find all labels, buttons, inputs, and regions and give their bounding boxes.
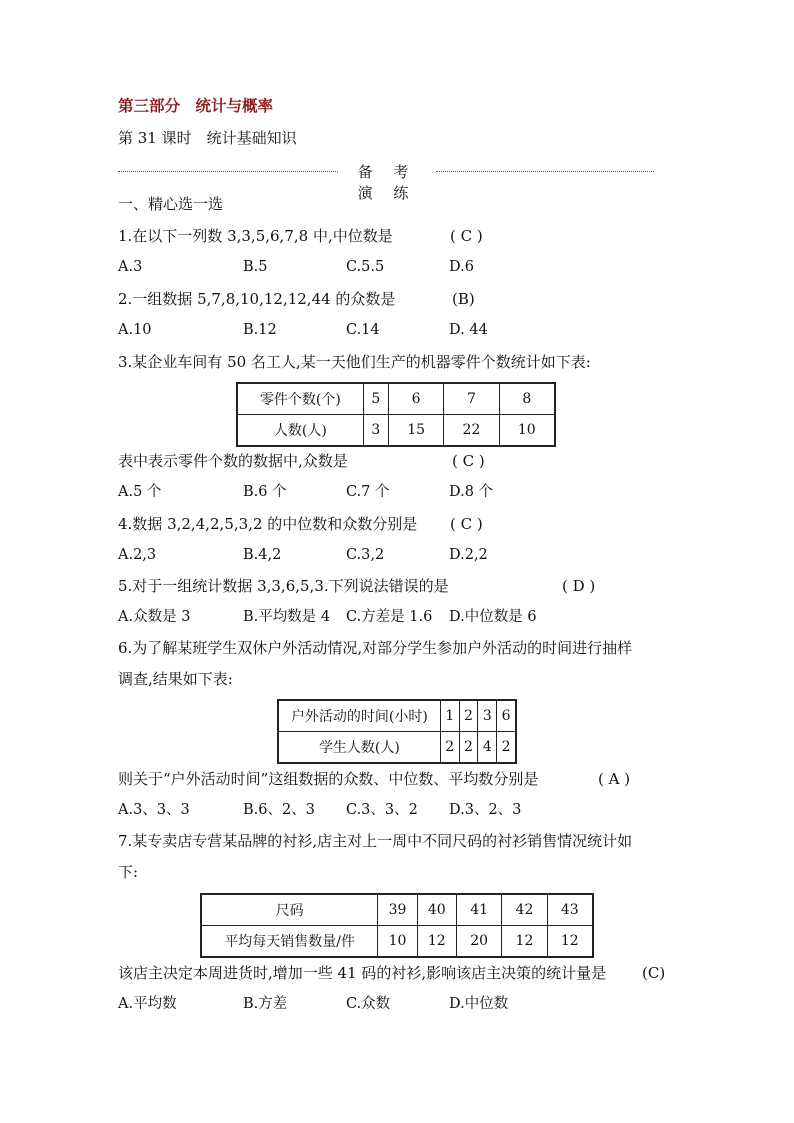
table-cell: 7 xyxy=(444,383,499,415)
question-6-table xyxy=(277,699,517,764)
question-3-option-c: C.7 个 xyxy=(346,484,390,500)
question-4-option-c: C.3,2 xyxy=(346,547,385,563)
table-cell: 40 xyxy=(417,894,456,926)
table-row xyxy=(201,894,593,926)
divider-right-dots xyxy=(436,171,654,172)
question-1-option-c: C.5.5 xyxy=(346,259,385,275)
question-5-option-a: A.众数是 3 xyxy=(118,609,191,625)
question-6-answer: ( A ) xyxy=(598,770,631,788)
question-5-answer: ( D ) xyxy=(562,577,596,595)
question-6-option-b: B.6、2、3 xyxy=(243,802,315,818)
table-cell: 4 xyxy=(478,732,497,764)
question-5-option-d: D.中位数是 6 xyxy=(449,609,537,625)
table-row xyxy=(237,383,555,415)
table-cell: 学生人数(人) xyxy=(278,732,440,764)
table-cell: 10 xyxy=(499,415,555,447)
question-7-answer: (C) xyxy=(642,964,666,982)
table-cell: 户外活动的时间(小时) xyxy=(278,700,440,732)
question-3-option-d: D.8 个 xyxy=(449,484,494,500)
table-cell: 10 xyxy=(378,926,417,958)
question-4-option-a: A.2,3 xyxy=(118,547,157,563)
table-cell: 1 xyxy=(440,700,459,732)
question-4-option-d: D.2,2 xyxy=(449,547,488,563)
table-cell: 12 xyxy=(502,926,547,958)
table-cell: 42 xyxy=(502,894,547,926)
question-2-option-d: D. 44 xyxy=(449,322,488,338)
question-3-stem-2: 表中表示零件个数的数据中,众数是 xyxy=(118,452,348,470)
question-7-option-b: B.方差 xyxy=(243,996,288,1012)
table-row xyxy=(201,926,593,958)
question-2-option-a: A.10 xyxy=(118,322,152,338)
question-3-answer: ( C ) xyxy=(452,452,485,470)
question-6-option-a: A.3、3、3 xyxy=(118,802,190,818)
question-6-option-c: C.3、3、2 xyxy=(346,802,418,818)
table-row xyxy=(237,415,555,447)
table-cell: 2 xyxy=(459,732,478,764)
table-cell: 3 xyxy=(478,700,497,732)
question-5-option-c: C.方差是 1.6 xyxy=(346,609,433,625)
question-7-option-c: C.众数 xyxy=(346,996,391,1012)
question-6-stem-cont: 调查,结果如下表: xyxy=(118,670,233,688)
table-cell: 43 xyxy=(547,894,593,926)
section-divider xyxy=(118,160,654,202)
question-5-stem: 5.对于一组统计数据 3,3,6,5,3.下列说法错误的是 xyxy=(118,577,449,595)
question-3-table xyxy=(236,382,556,447)
section-heading: 一、精心选一选 xyxy=(118,195,224,213)
table-cell: 人数(人) xyxy=(237,415,363,447)
question-1-stem: 1.在以下一列数 3,3,5,6,7,8 中,中位数是 xyxy=(118,227,393,245)
table-cell: 8 xyxy=(499,383,555,415)
question-7-stem: 7.某专卖店专营某品牌的衬衫,店主对上一周中不同尺码的衬衫销售情况统计如 xyxy=(118,832,633,850)
table-cell: 41 xyxy=(456,894,501,926)
section-label: 备 考 演 练 xyxy=(357,163,417,202)
table-cell: 3 xyxy=(363,415,388,447)
question-7-option-d: D.中位数 xyxy=(449,996,509,1012)
table-cell: 22 xyxy=(444,415,499,447)
question-3-option-b: B.6 个 xyxy=(243,484,287,500)
question-1-option-a: A.3 xyxy=(118,259,143,275)
question-7-stem-2: 该店主决定本周进货时,增加一些 41 码的衬衫,影响该店主决策的统计量是 xyxy=(118,964,607,982)
question-2-answer: (B) xyxy=(452,290,475,308)
table-cell: 零件个数(个) xyxy=(237,383,363,415)
question-5-option-b: B.平均数是 4 xyxy=(243,609,331,625)
question-1-answer: ( C ) xyxy=(450,227,483,245)
table-cell: 5 xyxy=(363,383,388,415)
question-6-option-d: D.3、2、3 xyxy=(449,802,522,818)
question-4-stem: 4.数据 3,2,4,2,5,3,2 的中位数和众数分别是 xyxy=(118,515,418,533)
table-cell: 平均每天销售数量/件 xyxy=(201,926,378,958)
question-4-answer: ( C ) xyxy=(450,515,483,533)
question-6-stem: 6.为了解某班学生双休户外活动情况,对部分学生参加户外活动的时间进行抽样 xyxy=(118,639,633,657)
table-row xyxy=(278,732,516,764)
table-cell: 2 xyxy=(497,732,516,764)
question-7-option-a: A.平均数 xyxy=(118,996,177,1012)
question-7-table xyxy=(200,893,594,958)
table-cell: 6 xyxy=(497,700,516,732)
question-3-stem: 3.某企业车间有 50 名工人,某一天他们生产的机器零件个数统计如下表: xyxy=(118,353,591,371)
table-cell: 39 xyxy=(378,894,417,926)
table-cell: 尺码 xyxy=(201,894,378,926)
table-cell: 2 xyxy=(440,732,459,764)
part-title: 第三部分 统计与概率 xyxy=(118,96,274,115)
table-row xyxy=(278,700,516,732)
question-2-option-c: C.14 xyxy=(346,322,380,338)
table-cell: 15 xyxy=(388,415,443,447)
question-1-option-b: B.5 xyxy=(243,259,268,275)
table-cell: 6 xyxy=(388,383,443,415)
table-cell: 12 xyxy=(547,926,593,958)
divider-left-dots xyxy=(118,171,338,172)
question-6-stem-2: 则关于“户外活动时间”这组数据的众数、中位数、平均数分别是 xyxy=(118,770,539,788)
question-1-option-d: D.6 xyxy=(449,259,474,275)
lesson-title: 第 31 课时 统计基础知识 xyxy=(118,129,297,147)
question-3-option-a: A.5 个 xyxy=(118,484,162,500)
question-2-option-b: B.12 xyxy=(243,322,277,338)
table-cell: 2 xyxy=(459,700,478,732)
question-7-stem-cont: 下: xyxy=(118,863,139,881)
question-4-option-b: B.4,2 xyxy=(243,547,282,563)
table-cell: 20 xyxy=(456,926,501,958)
question-2-stem: 2.一组数据 5,7,8,10,12,12,44 的众数是 xyxy=(118,290,396,308)
table-cell: 12 xyxy=(417,926,456,958)
